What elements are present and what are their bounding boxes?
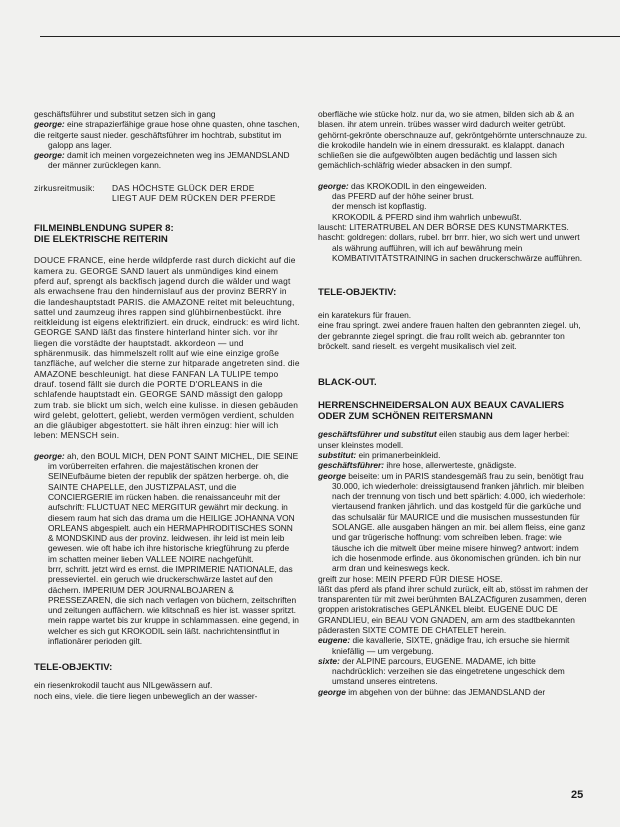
hascht-text: goldregen: dollars, rubel. brr brrr. hier, wo sich wert und unwert als währung aufführen, will ich auf bewährung mein KOMBATIVITÄTSTRAINING in sachen druckerschwärze aufführen. xyxy=(332,232,583,263)
section-heading-tele-2: TELE-OBJEKTIV: xyxy=(318,287,397,299)
dialogue-george-2 xyxy=(34,150,300,171)
dialogue-eugene xyxy=(318,635,588,656)
speaker-label: sixte: xyxy=(318,655,340,666)
paragraph-oberflaeche: oberfläche wie stücke holz. nur da, wo sie atmen, bilden sich ab & an blasen. ihr atem unrein. trübes wasser wird dadurch weiter getrübt. gehörnt-gekrönte oberschnauze auf, gekröntgehörnte unterschnauze zu. die krokodile handeln wie in einem dressurakt. es klalappt. danach schließen sie die aufgewölbten augen bedächtig und lassen sich gemächlich-schläfrig wieder absacken in den sumpf. xyxy=(318,109,588,171)
hascht-line xyxy=(318,232,588,263)
lauscht-text: LITERATRUBEL AN DER BÖRSE DES KUNSTMARKTES. xyxy=(349,221,569,232)
right-column xyxy=(318,109,588,697)
top-rule xyxy=(40,36,620,37)
heading-line-2: DIE ELEKTRISCHE REITERIN xyxy=(34,234,168,246)
dialogue-gs-1 xyxy=(318,429,588,450)
dialogue-text: eine strapazierfähige graue hose ohne quasten, ohne taschen, xyxy=(67,119,300,130)
dialogue-text: beiseite: um in PARIS standesgemäß frau zu sein, benötigt frau 30.000, ich wiederhole: dreissigtausend franken jährlich. mir bleiben nach der trennung von tisch und bett spärlich: 4.000, ich wiederhole: viertausend franken jährlich. und das kostgeld für die garküche und das schulsalär für MAURICE und die musischen mussestunden für SOLANGE. alle ausgaben hängen an mir. bei allem fleiss, eine ganz und gar trügerische hoffnung: vom schreiben leben. frage: wie täusche ich die mitwelt über meine misere hinweg? antwort: indem ich die hosenmode erfinde. aus ökonomischen gründen. ich bin nur arm dran und keineswegs keck. xyxy=(332,470,586,574)
hascht-label: hascht: xyxy=(318,232,346,243)
zirkus-lines xyxy=(112,183,276,204)
dialogue-george-r2 xyxy=(318,471,588,574)
paragraph-frau-springt: eine frau springt. zwei andere frauen halten den gebrannten ziegel. uh, der gebrannte ziegel springt. die frau rollt weich ab. gebrannter ton bröckelt. sand rieselt. es vergeht musikalisch viel zeit. xyxy=(318,320,581,352)
dialogue-text: damit ich meinen vorgezeichneten weg ins JEMANDSLAND der männer zurücklegen kann. xyxy=(48,150,290,171)
section-heading-super8 xyxy=(34,223,300,245)
zirkus-line-2: LIEGT AUF DEM RÜCKEN DER PFERDE xyxy=(112,193,276,204)
dialogue-text: die kavallerie, SIXTE, gnädige frau, ich ersuche sie hiermit kniefällig — um vergebung. xyxy=(332,635,570,656)
lauscht-label: lauscht: xyxy=(318,221,347,232)
dialogue-text: ihre hose, allerwerteste, gnädigste. xyxy=(386,460,517,471)
paragraph-greift: greift zur hose: MEIN PFERD FÜR DIESE HOSE. xyxy=(318,573,503,584)
speaker-label: geschäftsführer und substitut xyxy=(318,429,437,440)
speaker-label: george xyxy=(318,470,346,481)
heading-line-1: FILMEINBLENDUNG SUPER 8: xyxy=(34,223,174,235)
george-line-2: das PFERD auf der höhe seiner brust. xyxy=(332,191,474,202)
zirkus-music xyxy=(34,183,300,204)
section-heading-herrenschneider: HERRENSCHNEIDERSALON AUX BEAUX CAVALIERS ODER ZUM SCHÖNEN REITERSMANN xyxy=(318,400,565,423)
intro-line: geschäftsführer und substitut setzen sich in gang xyxy=(34,109,216,119)
dialogue-text: ah, den BOUL MICH, DEN PONT SAINT MICHEL, DIE SEINE im vorüberreiten erfahren. die majestätischen kronen der SEINEufbäume bieten der republik der spätzen herberge. oh, die SAINTE CHAPELLE, den JUSTIZPALAST, und die CONCIERGERIE im rücken haben. die renaissanceuhr mit der aufschrift: FLUCTUAT NEC MERGITUR gewährt mir deckung. in diesem raum hat sich das drama um die HEILIGE JOHANNA VON ORLEANS abgespielt. auch ein HERMAPHRODITISCHES SONN & MONDSKIND aus der provinz. leidwesen. ihr leid ist mein leib gewesen. wie oft habe ich ihre historische kriegführung zu pferde im schatten meiner lieben VALLEE NOIRE nachgefühlt. xyxy=(48,450,299,564)
left-column xyxy=(34,109,300,701)
paragraph-laesst: läßt das pferd als pfand ihrer schuld zurück, eilt ab, stösst im rahmen der transparenten tür mit zwei berühmten BALZACfiguren zusammen, deren groppen aristokratisches GEPLÄNKEL bleibt. EUGENE DUC DE GRANDLIEU, ein BEAU VON GNADEN, am arm des stadtbekannten päderasten SIXTE COMTE DE CHATELET herein. xyxy=(318,583,588,635)
paragraph-douce-france: DOUCE FRANCE, eine herde wildpferde rast durch dickicht auf die kamera zu. GEORGE SAND lauert als unmündiges kind einem pferd auf, sprengt als backfisch jagend durch die wälder und wagt als erwachsene frau den hindernislauf aus der provinz BERRY in die landeshauptstadt PARIS. die AMAZONE reitet mit beleuchtung, sattel und zaumzeug ihres rappen sind glühbirnenbestückt. ihre reitkleidung ist eigens elektrifiziert. ein druck, eindruck: es wird licht. GEORGE SAND läßt das finstere hinterland hinter sich. vor ihr liegen die vorstädte der hauptstadt. akkordeon — und sphärenmusik. das himmelszelt rollt auf wie eine einzige große tanzfläche, auf welcher die sterne zur hitparade angetreten sind. die AMAZONE beschleunigt. hat diese FANFAN LA TULIPE tempo drauf. tosend fällt sie durch die PORTE D'ORLEANS in die schlafende hauptstadt ein. GEORGE SAND mässigt den galopp zum trab. sie blickt um sich, welch eine kulisse. in diesen gebäuden wird gelebt, gelottert, geliebt, werden vermögen verdient, schulden an die gläubiger abgestottert. sie hält ihren einzug: hier will ich leben: MENSCH sein. xyxy=(34,255,300,441)
dialogue-george-3 xyxy=(34,451,300,564)
section-heading-blackout: BLACK-OUT. xyxy=(318,377,377,389)
speaker-label: george: xyxy=(34,450,65,461)
dialogue-george-r1 xyxy=(318,181,588,191)
george-line-1: das KROKODIL in den eingeweiden. xyxy=(351,180,487,191)
dialogue-sixte xyxy=(318,656,588,687)
stage-line: die reitgerte saust nieder. geschäftsführer im hochtrab, substitut im galopp ans lager. xyxy=(34,129,282,150)
dialogue-text: ein primanerbeinkleid. xyxy=(358,449,441,460)
page-number: 25 xyxy=(571,789,584,801)
dialogue-substitut xyxy=(318,450,588,460)
speaker-label: substitut: xyxy=(318,449,357,460)
paragraph-imprimerie: brrr, schritt. jetzt wird es ernst. die IMPRIMERIE NATIONALE, das pressevierteI. ein geruch wie druckerschwärze lastet auf den dächern. IMPERIUM DER JOURNALBOJAREN & PRESSEZAREN, die sich nach verlagen von büchern, zeitschriften und zeitungen auffächern. wie klitschnaß es hier ist. wasser spritzt. mein rappe wartet bis zur kruppe in schlammassen. eine gegend, in welcher es sich gut KROKODIL sein läßt. nachrichtensintflut in inflationärer perioden gilt. xyxy=(48,563,299,647)
dialogue-george-r3 xyxy=(318,687,588,697)
speaker-label: eugene: xyxy=(318,635,351,646)
speaker-label: geschäftsführer: xyxy=(318,460,385,471)
speaker-label: george: xyxy=(318,180,349,191)
george-line-4: KROKODIL & PFERD sind ihm wahrlich unbewußt. xyxy=(332,211,522,222)
dialogue-gf xyxy=(318,460,588,470)
dialogue-george-1 xyxy=(34,119,300,129)
lauscht-line xyxy=(318,222,588,232)
dialogue-text: im abgehen von der bühne: das JEMANDSLAND der xyxy=(348,686,546,697)
zirkus-label: zirkusreitmusik: xyxy=(34,182,95,193)
paragraph-krokodil: ein riesenkrokodil taucht aus NILgewässern auf. xyxy=(34,680,213,691)
paragraph-karate: ein karatekurs für frauen. xyxy=(318,310,412,321)
section-heading-tele-1: TELE-OBJEKTIV: xyxy=(34,662,113,674)
dialogue-text: eilen staubig aus dem lager herbei: unser kleinstes modell. xyxy=(318,429,570,450)
zirkus-line-1: DAS HÖCHSTE GLÜCK DER ERDE xyxy=(112,182,255,193)
paragraph-noch-eins: noch eins, viele. die tiere liegen unbeweglich an der wasser- xyxy=(34,690,258,701)
speaker-label: george: xyxy=(34,119,65,130)
george-line-3: der mensch ist kopflastig. xyxy=(332,201,427,212)
dialogue-text: der ALPINE parcours, EUGENE. MADAME, ich bitte nachdrücklich: verzeihen sie das eingetretene ungeschick dem umstand unseres eintretens. xyxy=(332,655,565,687)
speaker-label: george: xyxy=(34,150,65,161)
speaker-label: george xyxy=(318,686,346,697)
